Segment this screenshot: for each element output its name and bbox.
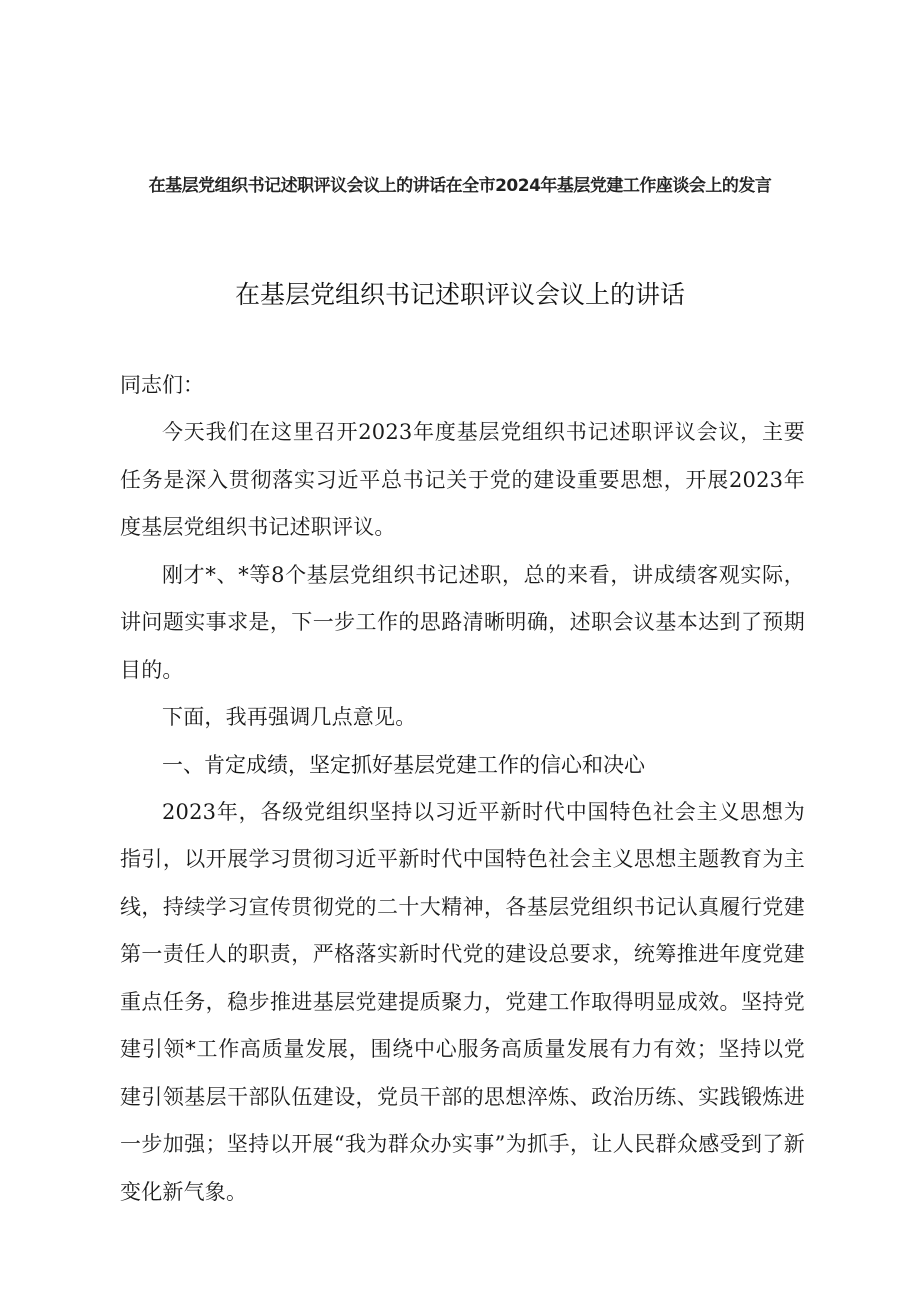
paragraph-intro: 今天我们在这里召开2023年度基层党组织书记述职评议会议，主要任务是深入贯彻落实习近平总书记关于党的建设重要思想，开展2023年度基层党组织书记述职评议。 — [120, 420, 805, 539]
document-body — [120, 362, 805, 1216]
document-header-line: 在基层党组织书记述职评议会议上的讲话在全市2024年基层党建工作座谈会上的发言 — [148, 176, 772, 196]
paragraph-transition: 下面，我再强调几点意见。 — [162, 705, 417, 729]
paragraph-summary: 刚才*、*等8个基层党组织书记述职，总的来看，讲成绩客观实际，讲问题实事求是，下一步工作的思路清晰明确，述职会议基本达到了预期目的。 — [120, 562, 805, 682]
section-heading: 一、肯定成绩，坚定抓好基层党建工作的信心和决心 — [162, 752, 645, 777]
document-title: 在基层党组织书记述职评议会议上的讲话 — [234, 280, 685, 309]
section-paragraph: 2023年，各级党组织坚持以习近平新时代中国特色社会主义思想为指引，以开展学习贯彻习近平新时代中国特色社会主义思想主题教育为主线，持续学习宣传贯彻党的二十大精神，各基层党组织书记认真履行党建第一责任人的职责，严格落实新时代党的建设总要求，统筹推进年度党建重点任务，稳步推进基层党建提质聚力，党建工作取得明显成效。坚持党建引领*工作高质量发展，围绕中心服务高质量发展有力有效；坚持以党建引领基层干部队伍建设，党员干部的思想淬炼、政治历练、实践锻炼进一步加强；坚持以开展“我为群众办实事”为抓手，让人民群众感受到了新变化新气象。 — [120, 799, 805, 1204]
salutation: 同志们： — [120, 373, 204, 397]
